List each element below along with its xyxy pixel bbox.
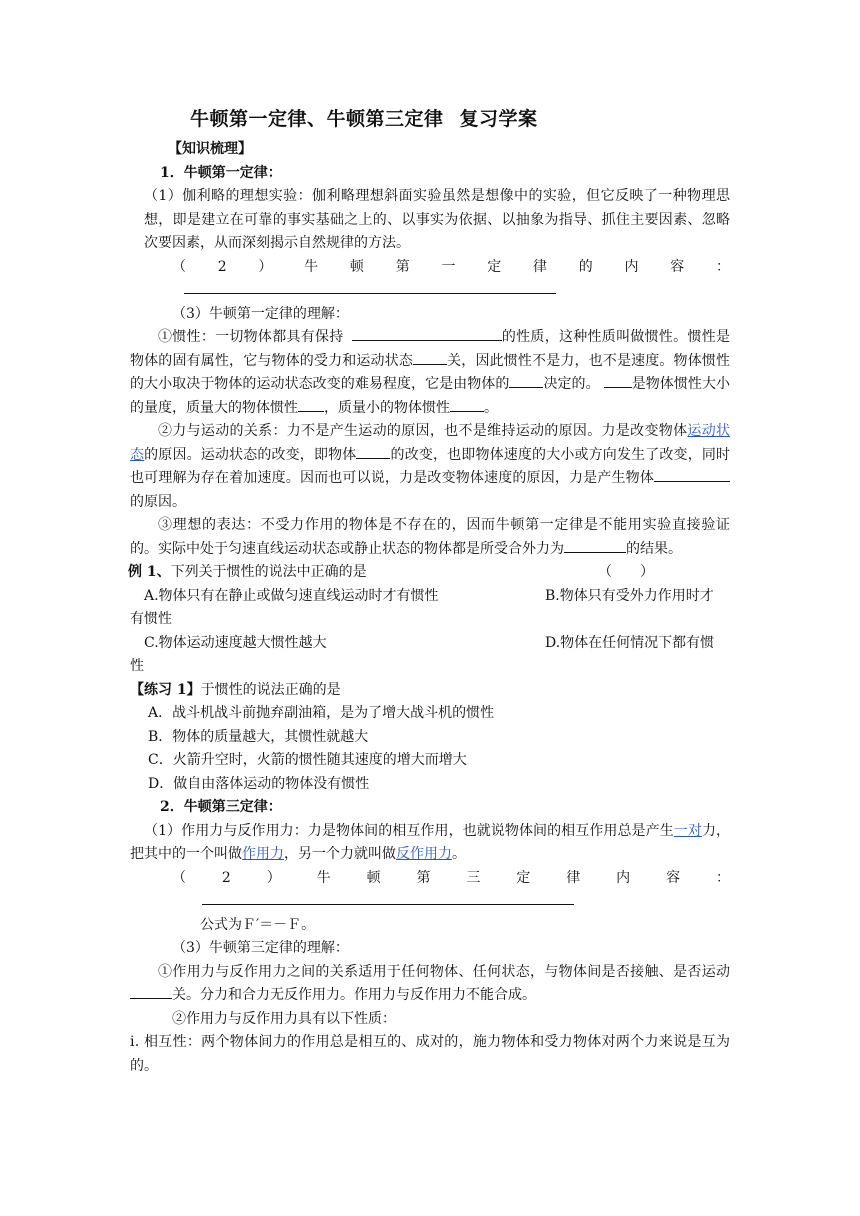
example1-option-a: A.物体只有在静止或做匀速直线运动时才有惯性: [144, 587, 439, 604]
law3-heading: 2．牛顿第三定律：: [160, 799, 282, 815]
example1-option-c-d: [130, 632, 730, 656]
law3-content-line: （2）牛顿第三定律内容：: [130, 867, 730, 914]
example1-option-d-cont: 性: [130, 658, 144, 674]
answer-blank: [509, 373, 543, 388]
answer-blank: [184, 293, 556, 294]
law3-understanding-heading: （3）牛顿第三定律的理解：: [172, 940, 349, 956]
answer-blank: [202, 904, 574, 905]
example1-option-a-b: [130, 585, 730, 609]
answer-blank: [450, 397, 484, 412]
answer-blank: [130, 984, 172, 999]
motion-state-link[interactable]: 运动状态: [130, 423, 731, 463]
title-main: 牛顿第一定律、牛顿第三定律: [190, 108, 444, 130]
law1-understanding-heading: （3）牛顿第一定律的理解：: [172, 305, 349, 322]
force-motion-paragraph: ②力与运动的关系：力不是产生运动的原因，也不是维持运动的原因。力是改变物体运动状态的原因。运动状态的改变，即物体 的改变，也即物体速度的大小或方向发生了改变，同时也可理解为存在着加速度。因而也可以说，力是改变物体速度的原因，力是产生物体的原因。: [130, 423, 731, 510]
title-sub: 复习学案: [459, 108, 538, 130]
example1-option-b: B.物体只有受外力作用时才: [545, 587, 714, 604]
example1-option-b-cont: 有惯性: [130, 611, 172, 627]
page-title: [190, 104, 730, 134]
law3-relation-paragraph: ①作用力与反作用力之间的关系适用于任何物体、任何状态，与物体间是否接触、是否运动关。分力和合力无反作用力。作用力与反作用力不能合成。: [130, 961, 730, 1008]
answer-blank: [654, 467, 730, 482]
answer-blank: [564, 538, 626, 553]
answer-blank: [298, 397, 324, 412]
practice1-option: C．火箭升空时，火箭的惯性随其速度的增大而增大: [148, 752, 467, 768]
law3-properties-heading: ②作用力与反作用力具有以下性质：: [172, 1010, 396, 1027]
reaction-force-link[interactable]: 反作用力: [396, 846, 452, 862]
law1-content-line: （2）牛顿第一定律的内容：: [130, 256, 730, 303]
practice1-option: D．做自由落体运动的物体没有惯性: [148, 775, 370, 792]
law1-galileo-paragraph: （1）伽利略的理想实验：伽利略理想斜面实验虽然是想像中的实验，但它反映了一种物理思想，即是建立在可靠的事实基础之上的、以事实为依据、以抽象为指导、抓住主要因素、忽略次要因素，从而深刻揭示自然规律的方法。: [144, 188, 730, 251]
pair-link[interactable]: 一对: [673, 822, 702, 839]
answer-blank: [356, 444, 390, 459]
example1-question: 例 1、下列关于惯性的说法中正确的是 （ ）: [128, 564, 654, 580]
law3-formula: 公式为Ｆ′＝－Ｆ。: [200, 916, 316, 933]
practice1-option: B．物体的质量越大，其惯性就越大: [148, 728, 369, 745]
practice1-question: 【练习 1】于惯性的说法正确的是: [130, 681, 341, 698]
action-reaction-paragraph: （1）作用力与反作用力：力是物体间的相互作用，也就说物体间的相互作用总是产生一对力，把其中的一个叫做作用力，另一个力就叫做反作用力。: [130, 822, 731, 862]
practice1-option: A．战斗机战斗前抛弃副油箱，是为了增大战斗机的惯性: [148, 705, 495, 721]
example1-option-d: D.物体在任何情况下都有惯: [545, 634, 715, 651]
action-force-link[interactable]: 作用力: [242, 846, 284, 862]
answer-blank: [604, 373, 632, 388]
document-page: [130, 104, 730, 1078]
mutuality-paragraph: ⅰ. 相互性：两个物体间力的作用总是相互的、成对的，施力物体和受力物体对两个力来说是互为的。: [130, 1034, 730, 1074]
law1-heading: 1．牛顿第一定律：: [160, 164, 282, 181]
answer-blank: [413, 350, 447, 365]
example1-option-c: C.物体运动速度越大惯性越大: [144, 634, 327, 651]
section-heading: 【知识梳理】: [168, 141, 252, 157]
ideal-expression-paragraph: ③理想的表达：不受力作用的物体是不存在的，因而牛顿第一定律是不能用实验直接验证的。实际中处于匀速直线运动状态或静止状态的物体都是所受合外力为 的结果。: [130, 517, 730, 557]
inertia-paragraph: ①惯性：一切物体都具有保持 的性质，这种性质叫做惯性。惯性是物体的固有属性，它与物体的受力和运动状态 关，因此惯性不是力，也不是速度。物体惯性的大小取决于物体的运动状态改变的难易程度，它是由物体的 决定的。 是物体惯性大小的量度，质量大的物体惯性 ，质量小的物体惯性 。: [130, 326, 730, 420]
answer-blank: [352, 326, 502, 341]
